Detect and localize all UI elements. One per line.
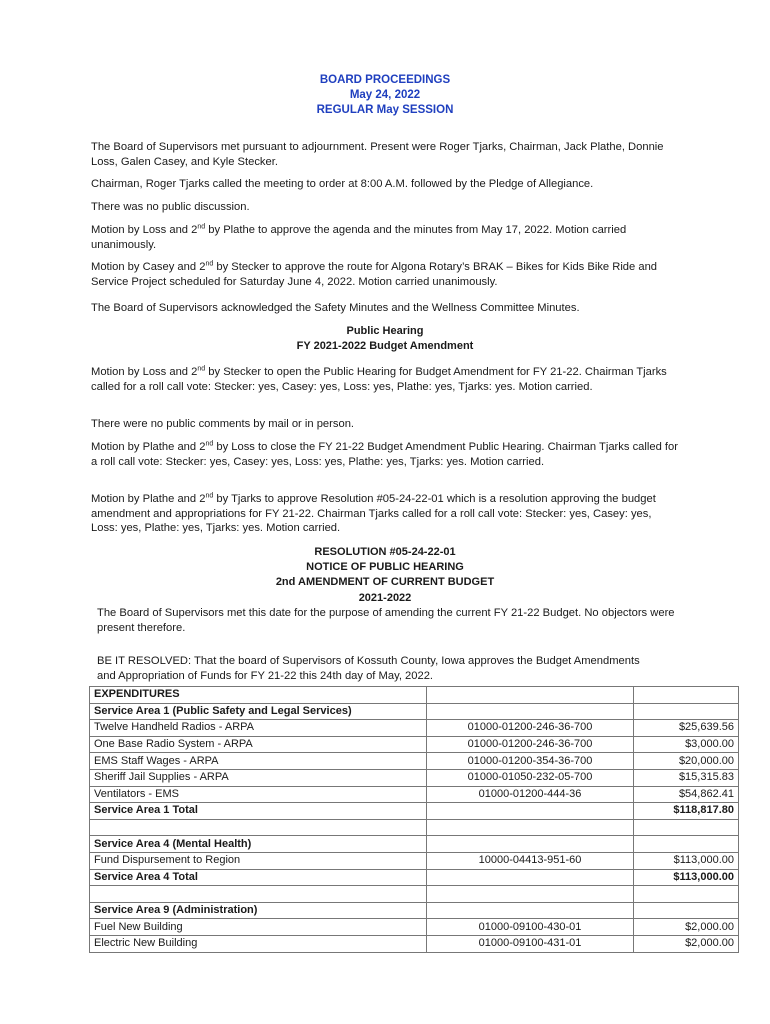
row-amount: $25,639.56 <box>634 720 739 737</box>
row-account-code <box>427 902 634 919</box>
table-row <box>90 886 739 903</box>
row-account-code: 01000-01200-354-36-700 <box>427 753 634 770</box>
paragraph-motion-close-hearing: Motion by Plathe and 2nd by Loss to close the FY 21-22 Budget Amendment Public Hearing. Chairman Tjarks called for a roll call vote: Stecker: yes, Casey: yes, Loss: yes, Plathe: yes, Tjarks: yes. Motion carried. <box>91 440 678 468</box>
row-account-code <box>427 869 634 886</box>
row-amount: $20,000.00 <box>634 753 739 770</box>
row-label: Service Area 9 (Administration) <box>90 902 427 919</box>
row-account-code: 01000-01200-246-36-700 <box>427 736 634 753</box>
table-row <box>90 720 739 737</box>
table-row <box>90 736 739 753</box>
row-label: Twelve Handheld Radios - ARPA <box>90 720 427 737</box>
paragraph-safety-minutes: The Board of Supervisors acknowledged the Safety Minutes and the Wellness Committee Minutes. <box>91 302 580 314</box>
row-amount: $3,000.00 <box>634 736 739 753</box>
row-label: Service Area 4 (Mental Health) <box>90 836 427 853</box>
paragraph-motion-resolution: Motion by Plathe and 2nd by Tjarks to approve Resolution #05-24-22-01 which is a resolution approving the budget amendment and appropriations for FY 21-22. Chairman Tjarks called for a roll call vote: Stecker: yes, Casey: yes, Loss: yes, Plathe: yes, Tjarks: yes. Motion carried. <box>91 492 656 535</box>
paragraph-motion-open-hearing: Motion by Loss and 2nd by Stecker to open the Public Hearing for Budget Amendment for FY 21-22. Chairman Tjarks called for a roll call vote: Stecker: yes, Casey: yes, Loss: yes, Plathe: yes, Tjarks: yes. Motion carried. <box>91 365 667 393</box>
row-amount <box>634 703 739 720</box>
paragraph-motion-agenda: Motion by Loss and 2nd by Plathe to approve the agenda and the minutes from May 17, 2022. Motion carried unanimously. <box>91 223 627 251</box>
row-amount: $2,000.00 <box>634 935 739 952</box>
expenditures-table-body <box>90 687 739 953</box>
resolution-year: 2021-2022 <box>358 591 412 604</box>
table-row <box>90 753 739 770</box>
row-label: Electric New Building <box>90 935 427 952</box>
row-account-code: 01000-09100-430-01 <box>427 919 634 936</box>
resolution-notice: NOTICE OF PUBLIC HEARING <box>306 561 464 574</box>
row-account-code: 01000-01200-444-36 <box>427 786 634 803</box>
row-amount: $118,817.80 <box>634 803 739 820</box>
proceedings-header <box>0 73 770 118</box>
row-amount <box>634 836 739 853</box>
paragraph-no-comments: There were no public comments by mail or in person. <box>91 418 355 430</box>
paragraph-motion-rotary: Motion by Casey and 2nd by Stecker to approve the route for Algona Rotary’s BRAK – Bikes for Kids Bike Ride and Service Project scheduled for Saturday June 4, 2022. Motion carried unanimously. <box>91 260 658 288</box>
row-label: One Base Radio System - ARPA <box>90 736 427 753</box>
row-amount: $2,000.00 <box>634 919 739 936</box>
paragraph-call-to-order: Chairman, Roger Tjarks called the meeting to order at 8:00 A.M. followed by the Pledge of Allegiance. <box>91 178 594 190</box>
row-amount <box>634 886 739 903</box>
table-row <box>90 902 739 919</box>
table-row <box>90 919 739 936</box>
row-account-code: 01000-09100-431-01 <box>427 935 634 952</box>
hearing-title: Public Hearing <box>346 325 424 337</box>
paragraph-public-discussion: There was no public discussion. <box>91 201 250 213</box>
resolution-heading <box>0 545 770 606</box>
row-label: Fuel New Building <box>90 919 427 936</box>
row-account-code: 01000-01050-232-05-700 <box>427 769 634 786</box>
paragraph-attendance: The Board of Supervisors met pursuant to adjournment. Present were Roger Tjarks, Chairman, Jack Plathe, Donnie Loss, Galen Casey, and Kyle Stecker. <box>91 141 664 168</box>
row-label <box>90 819 427 836</box>
row-account-code <box>427 703 634 720</box>
row-amount: $15,315.83 <box>634 769 739 786</box>
row-label: Fund Dispursement to Region <box>90 852 427 869</box>
table-row <box>90 852 739 869</box>
row-account-code <box>427 886 634 903</box>
row-account-code <box>427 803 634 820</box>
table-row <box>90 687 739 704</box>
row-label: Sheriff Jail Supplies - ARPA <box>90 769 427 786</box>
row-label: Service Area 1 Total <box>90 803 427 820</box>
row-amount <box>634 902 739 919</box>
header-title: BOARD PROCEEDINGS <box>319 74 451 86</box>
table-row <box>90 836 739 853</box>
table-row <box>90 786 739 803</box>
row-amount: $113,000.00 <box>634 869 739 886</box>
row-account-code <box>427 819 634 836</box>
row-label: Service Area 4 Total <box>90 869 427 886</box>
row-label: Service Area 1 (Public Safety and Legal Services) <box>90 703 427 720</box>
row-account-code: 01000-01200-246-36-700 <box>427 720 634 737</box>
paragraph-be-it-resolved: BE IT RESOLVED: That the board of Supervisors of Kossuth County, Iowa approves the Budget Amendments and Appropriation of Funds for FY 21-22 this 24th day of May, 2022. <box>97 655 640 682</box>
paragraph-purpose: The Board of Supervisors met this date for the purpose of amending the current FY 21-22 Budget. No objectors were present therefore. <box>97 607 675 634</box>
table-row <box>90 869 739 886</box>
header-session: REGULAR May SESSION <box>316 104 454 116</box>
row-amount <box>634 819 739 836</box>
row-amount <box>634 687 739 704</box>
row-amount: $113,000.00 <box>634 852 739 869</box>
row-label: EXPENDITURES <box>90 687 427 704</box>
row-label <box>90 886 427 903</box>
resolution-number: RESOLUTION #05-24-22-01 <box>314 546 456 558</box>
table-row <box>90 703 739 720</box>
row-account-code <box>427 687 634 704</box>
row-amount: $54,862.41 <box>634 786 739 803</box>
row-label: EMS Staff Wages - ARPA <box>90 753 427 770</box>
resolution-amendment: 2nd AMENDMENT OF CURRENT BUDGET <box>275 576 495 589</box>
table-row <box>90 803 739 820</box>
row-account-code: 10000-04413-951-60 <box>427 852 634 869</box>
hearing-subtitle: FY 2021-2022 Budget Amendment <box>296 340 474 353</box>
table-row <box>90 935 739 952</box>
header-date: May 24, 2022 <box>349 89 421 101</box>
table-row <box>90 819 739 836</box>
row-account-code <box>427 836 634 853</box>
table-row <box>90 769 739 786</box>
row-label: Ventilators - EMS <box>90 786 427 803</box>
hearing-heading <box>0 324 770 354</box>
expenditures-table <box>89 686 739 953</box>
